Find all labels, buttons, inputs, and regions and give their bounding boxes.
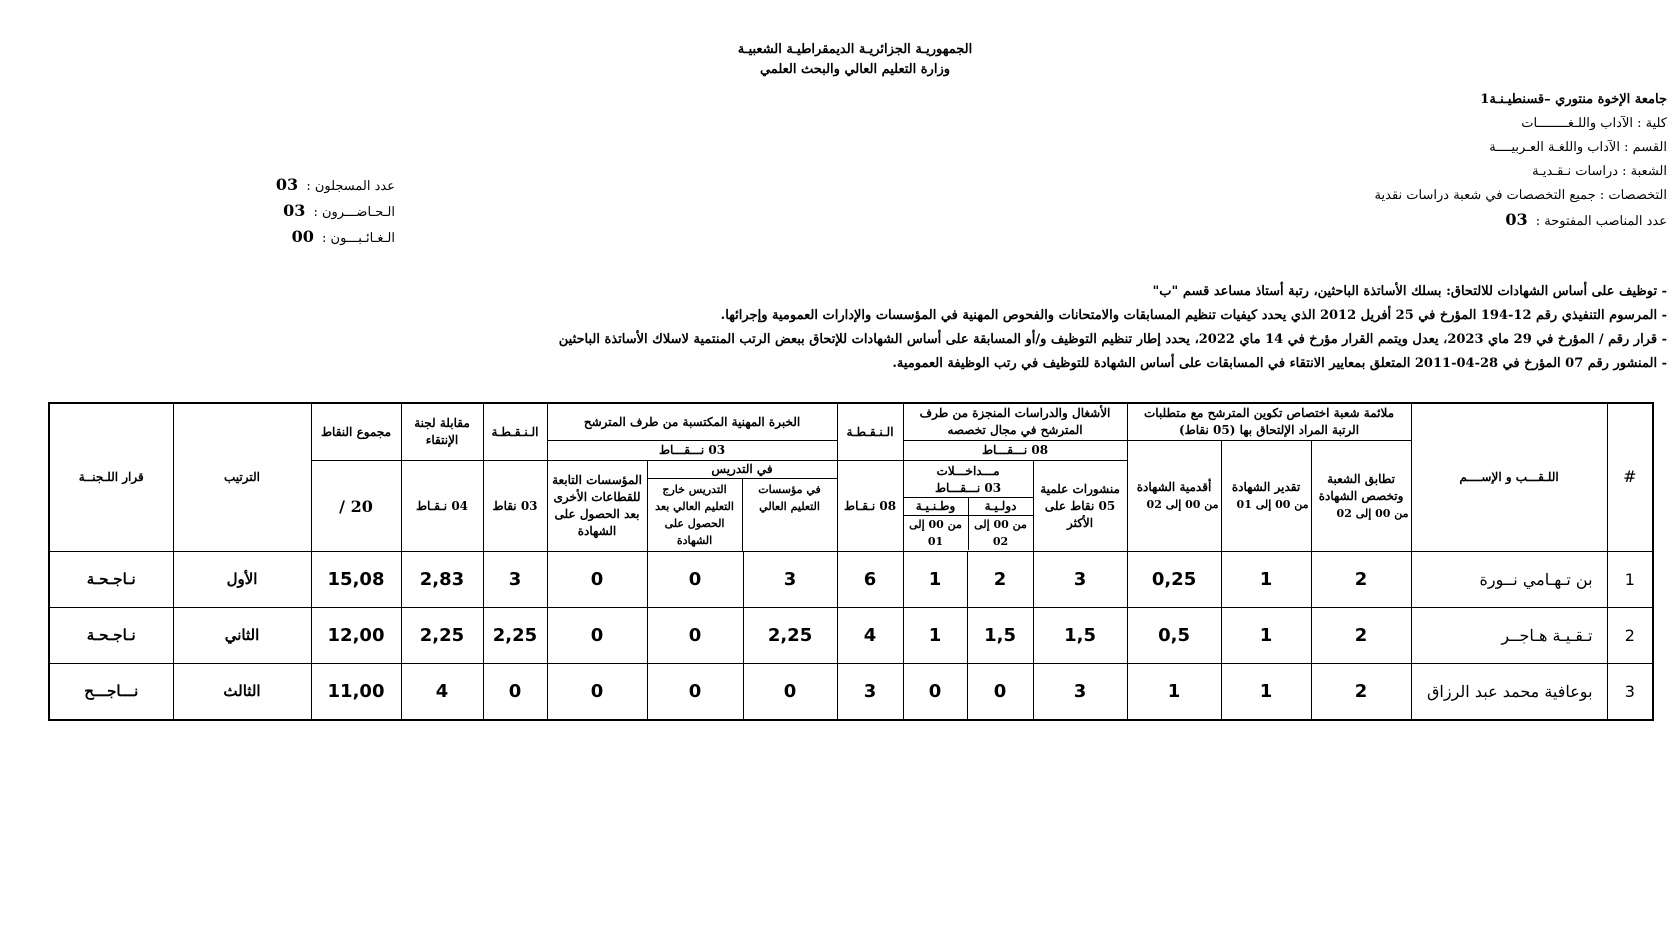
points1-header: الـنـقـطـة [837,403,903,461]
table-row [49,664,1653,721]
points2-max: 03 نقاط [483,461,547,552]
document-header [690,40,1020,80]
cell-teach-in: 2,25 [743,608,837,664]
registered-label: عدد المسجلون : [306,179,395,194]
cell-rank: الثاني [173,608,311,664]
works-group-title: الأشغال والدراسات المنجزة من طرف المترشح في مجال تخصصه [919,406,1111,437]
cell-publications: 3 [1033,552,1127,608]
cell-teach-in: 0 [743,664,837,721]
cell-fit-grade: 1 [1221,552,1311,608]
legal-references [107,280,1667,376]
teaching-out-header: التدريس خارج التعليم العالي بعد الحصول على الشهادة [655,483,734,547]
faculty-line: كلية : الآداب واللـغــــــــات [1521,116,1667,131]
cell-total: 15,08 [311,552,401,608]
international-range: من 00 إلى 02 [974,517,1027,548]
teaching-in-header: في مؤسسات التعليم العالي [742,479,837,551]
cell-decision: نـاجـحـة [49,552,173,608]
cell-fit-match: 2 [1311,664,1411,721]
cell-fit-seniority: 0,25 [1127,552,1221,608]
cell-national: 0 [903,664,967,721]
cell-international: 0 [967,664,1033,721]
interview-max: 04 نـقـاط [401,461,483,552]
cell-fit-match: 2 [1311,608,1411,664]
cell-interview: 2,83 [401,552,483,608]
cell-points2: 0 [483,664,547,721]
experience-group-header: الخبرة المهنية المكتسبة من طرف المترشح [547,403,837,441]
points2-header: الـنـقـطـة [483,403,547,461]
cell-fit-grade: 1 [1221,664,1311,721]
international-label: دولـيـة [969,498,1033,516]
reference-line: - قرار رقم / المؤرخ في 29 ماي 2023، يعدل ويتمم القرار مؤرخ في 14 ماي 2022، يحدد إطار تنظيم التوظيف و/أو المسابقة على أساس الشهادات للإتحاق ببعض الرتب المنتمية لاسلاك الأساتذة الباحثين [558,332,1667,347]
points1-max: 08 نـقـاط [837,461,903,552]
cell-rank: الأول [173,552,311,608]
institution-info [1107,88,1667,234]
hash-icon: # [1623,467,1637,486]
positions-value: 03 [1505,210,1528,229]
cell-points1: 4 [837,608,903,664]
present-line [255,199,395,225]
interview-header: مقابلة لجنة الإنتقاء [401,403,483,461]
cell-fit-seniority: 1 [1127,664,1221,721]
positions-line [1107,208,1667,234]
cell-international: 1,5 [967,608,1033,664]
cell-national: 1 [903,608,967,664]
table-row [49,552,1653,608]
cell-rank: الثالث [173,664,311,721]
republic-title: الجمهوريـة الجزائريـة الديمقراطيـة الشعبيـة [737,42,973,57]
experience-points-header: 03 نـــقـــاط [547,441,837,461]
branch-line: الشعبة : دراسات نـقـديـة [1532,164,1667,179]
registered-line [255,173,395,199]
name-header: اللـقـــب و الإســــم [1411,403,1607,552]
university-line: جامعة الإخوة منتوري –قسنطيـنـة1 [1480,92,1667,107]
cell-publications: 1,5 [1033,608,1127,664]
cell-other: 0 [547,608,647,664]
present-label: الـحـاضـــرون : [313,205,395,220]
cell-decision: نـــاجـــح [49,664,173,721]
total-max: 20 / [311,461,401,552]
department-line: القسم : الآداب واللغـة العـربيــــة [1489,140,1667,155]
results-table [48,402,1654,721]
cell-teach-in: 3 [743,552,837,608]
cell-decision: نـاجـحـة [49,608,173,664]
row-index: 2 [1607,608,1653,664]
index-header [1607,403,1653,552]
international-header [968,498,1033,550]
candidate-name: بن تـهـامي نــورة [1411,552,1607,608]
cell-national: 1 [903,552,967,608]
candidate-name: تـقـيـة هـاجــر [1411,608,1607,664]
conferences-header [903,461,1033,552]
cell-interview: 4 [401,664,483,721]
row-index: 1 [1607,552,1653,608]
reference-line: - المنشور رقم 07 المؤرخ في 28-04-2011 المتعلق بمعايير الانتقاء في المسابقات على أساس الشهادة للتوظيف في رتب الوظيفة العمومية. [892,356,1667,371]
row-index: 3 [1607,664,1653,721]
cell-teach-out: 0 [647,608,743,664]
registered-value: 03 [275,175,299,194]
total-header: مجموع النقاط [311,403,401,461]
attendance-info [255,173,395,251]
national-range: من 00 إلى 01 [909,517,962,548]
cell-teach-out: 0 [647,552,743,608]
decision-header: قرار اللـجنــة [49,403,173,552]
cell-teach-out: 0 [647,664,743,721]
present-value: 03 [283,201,306,220]
national-label: وطـنـيـة [904,498,968,516]
absent-line [255,225,395,251]
cell-points2: 3 [483,552,547,608]
fit-match-header [1311,441,1411,552]
cell-total: 11,00 [311,664,401,721]
teaching-header [647,461,837,552]
works-points-header: 08 نـــقـــاط [903,441,1127,461]
fit-match-range: من 00 إلى 02 [1336,506,1409,520]
cell-other: 0 [547,664,647,721]
absent-label: الـغـائـبـــون : [322,231,395,246]
fit-seniority-header [1127,441,1221,552]
positions-label: عدد المناصب المفتوحة : [1535,214,1667,229]
reference-line: - المرسوم التنفيذي رقم 12-194 المؤرخ في 25 أفريل 2012 الذي يحدد كيفيات تنظيم المسابقات والامتحانات والفحوص المهنية في المؤسسات والإدارات العمومية وإجرائها. [720,308,1667,323]
reference-line: - توظيف على أساس الشهادات للالتحاق: بسلك الأساتذة الباحثين، رتبة أستاذ مساعد قسم "ب" [1152,284,1667,299]
works-group-header [903,403,1127,441]
conferences-label: مـــداخـــلات [936,463,1000,478]
fit-match-label: تطابق الشعبة وتخصص الشهادة [1318,471,1404,503]
cell-points2: 2,25 [483,608,547,664]
cell-fit-grade: 1 [1221,608,1311,664]
rank-header: الترتيب [173,403,311,552]
cell-publications: 3 [1033,664,1127,721]
fit-group-header: ملائمة شعبة اختصاص تكوين المترشح مع متطلبات الرتبة المراد الإلتحاق بها (05 نقاط) [1127,403,1411,441]
cell-fit-match: 2 [1311,552,1411,608]
national-header [904,498,968,550]
fit-grade-header [1221,441,1311,552]
other-sectors-header: المؤسسات التابعة للقطاعات الأخرى بعد الحصول على الشهادة [547,461,647,552]
ministry-title: وزارة التعليم العالي والبحث العلمي [759,62,951,77]
cell-fit-seniority: 0,5 [1127,608,1221,664]
absent-value: 00 [291,227,314,246]
cell-points1: 6 [837,552,903,608]
cell-total: 12,00 [311,608,401,664]
cell-interview: 2,25 [401,608,483,664]
teaching-label: في التدريس [648,461,837,479]
fit-seniority-label: أقدمية الشهادة [1136,480,1212,494]
cell-international: 2 [967,552,1033,608]
cell-points1: 3 [837,664,903,721]
specialties-line: التخصصات : جميع التخصصات في شعبة دراسات نقدية [1374,188,1667,203]
publications-header: منشورات علمية 05 نقاط على الأكثر [1033,461,1127,552]
candidate-name: بوعافية محمد عبد الرزاق [1411,664,1607,721]
fit-seniority-range: من 00 إلى 02 [1146,498,1219,511]
fit-grade-range: من 00 إلى 01 [1236,498,1309,511]
conferences-points: 03 نـــقـــاط [904,480,1033,498]
fit-grade-label: تقدير الشهادة [1231,480,1301,494]
table-row [49,608,1653,664]
cell-other: 0 [547,552,647,608]
